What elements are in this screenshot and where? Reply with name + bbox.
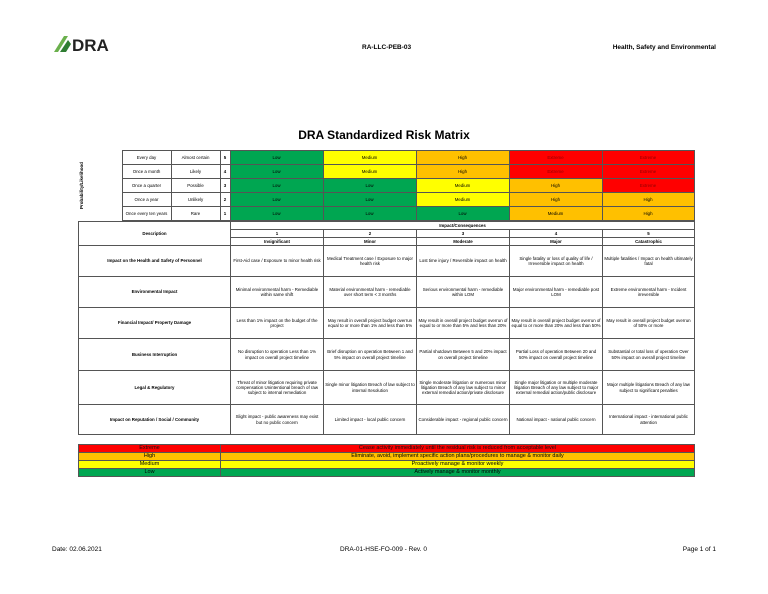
impact-description-cell: No disruption to operation Less than 1% impact on overall project timeline	[231, 339, 324, 371]
frequency-cell: Every day	[122, 151, 171, 165]
impact-level-number: 3	[417, 230, 510, 238]
risk-level-cell: Low	[230, 193, 323, 207]
impact-description-cell: International impact - international public attention	[603, 405, 695, 435]
impact-description-cell: Partial Loss of operation Between 20 and 50% impact on overall project timeline	[510, 339, 603, 371]
risk-level-cell: Low	[416, 207, 509, 221]
risk-level-cell: Extreme	[602, 151, 694, 165]
matrix-row	[78, 207, 694, 221]
impact-description-cell: Minimal environmental harm - Remediable within same shift	[231, 277, 324, 308]
risk-level-cell: Extreme	[509, 151, 602, 165]
impact-level-name: Moderate	[417, 238, 510, 246]
impact-description-cell: Considerable impact - regional public concern	[417, 405, 510, 435]
impact-level-name: Minor	[324, 238, 417, 246]
risk-level-cell: Low	[230, 151, 323, 165]
impact-description-cell: Substantial or total loss of operation Over 50% impact on overall project timeline	[603, 339, 695, 371]
risk-level-cell: Extreme	[602, 179, 694, 193]
footer-page-number: Page 1 of 1	[682, 546, 716, 553]
page-title: DRA Standardized Risk Matrix	[298, 128, 470, 142]
impact-table	[78, 221, 695, 435]
probability-label: Probability/Likelihood	[79, 161, 84, 209]
risk-legend	[78, 444, 695, 477]
risk-level-cell: Medium	[323, 151, 416, 165]
risk-level-cell: High	[602, 193, 694, 207]
risk-level-cell: Low	[230, 165, 323, 179]
legend-action: Proactively manage & monitor weekly	[221, 461, 695, 469]
impact-row	[79, 405, 695, 435]
impact-description-cell: National impact - national public concern	[510, 405, 603, 435]
impact-description-cell: May result in overall project budget overrun of equal to or more than 5% and less than 20%	[417, 308, 510, 339]
risk-level-cell: Extreme	[602, 165, 694, 179]
impact-category-label: Impact on Reputation / Social / Community	[79, 405, 231, 435]
impact-description-cell: Threat of minor litigation requiring private compensation Unintentional breach of raw subject to internal remediation	[231, 371, 324, 405]
impact-description-cell: Major environmental harm - remediable post LOM	[510, 277, 603, 308]
impact-category-label: Financial Impact/ Property Damage	[79, 308, 231, 339]
impact-row	[79, 339, 695, 371]
risk-level-cell: Low	[230, 179, 323, 193]
risk-level-cell: High	[509, 179, 602, 193]
risk-level-cell: Low	[323, 193, 416, 207]
legend-row	[79, 469, 695, 477]
impact-description-cell: Limited impact - local public concern	[324, 405, 417, 435]
likelihood-cell: Likely	[171, 165, 220, 179]
impact-row	[79, 308, 695, 339]
matrix-row	[78, 165, 694, 179]
impact-level-name: Major	[510, 238, 603, 246]
frequency-cell: Once a year	[122, 193, 171, 207]
likelihood-number: 4	[220, 165, 230, 179]
risk-level-cell: High	[416, 165, 509, 179]
impact-description-cell: Major multiple litigations Breach of any law subject to significant penalties	[603, 371, 695, 405]
impact-row	[79, 277, 695, 308]
impact-description-cell: Material environmental harm - remediable over short term < 3 months	[324, 277, 417, 308]
matrix-row	[78, 151, 694, 165]
impact-description-cell: Partial shutdown Between 5 and 20% impact on overall project timeline	[417, 339, 510, 371]
legend-action: Actively manage & monitor monthly	[221, 469, 695, 477]
likelihood-cell: Unlikely	[171, 193, 220, 207]
likelihood-cell: Rare	[171, 207, 220, 221]
impact-level-number: 1	[231, 230, 324, 238]
impact-description-cell: Single fatality or loss of quality of life / Irreversible impact on health	[510, 246, 603, 277]
legend-action: Cease activity immediately until the residual risk is reduced from acceptable level	[221, 445, 695, 453]
impact-level-number: 4	[510, 230, 603, 238]
impact-description-cell: Serious environmental harm - remediable within LOM	[417, 277, 510, 308]
legend-row	[79, 453, 695, 461]
impact-description-cell: Brief disruption on operation Between 1 and 5% impact on overall project timeline	[324, 339, 417, 371]
impact-description-cell: Less than 1% impact on the budget of the project	[231, 308, 324, 339]
impact-description-cell: Extreme environmental harm - Incident irreversible	[603, 277, 695, 308]
risk-level-cell: Low	[323, 179, 416, 193]
impact-description-cell: Single moderate litigation or numerous minor litigation Breach of any law subject to minor external remedial action/private disclosure	[417, 371, 510, 405]
frequency-cell: Once a quarter	[122, 179, 171, 193]
legend-level: Low	[79, 469, 221, 477]
impact-level-number: 5	[603, 230, 695, 238]
legend-level: High	[79, 453, 221, 461]
impact-level-name: Catastrophic	[603, 238, 695, 246]
risk-matrix	[78, 150, 695, 221]
impact-description-cell: May result in overall project budget overrun equal to or more than 1% and less than 5%	[324, 308, 417, 339]
likelihood-number: 2	[220, 193, 230, 207]
impact-description-cell: First-Aid case / Exposure to minor health risk	[231, 246, 324, 277]
impact-category-label: Business Interruption	[79, 339, 231, 371]
risk-level-cell: Extreme	[509, 165, 602, 179]
matrix-row	[78, 193, 694, 207]
impact-description-cell: May result in overall project budget overrun of 50% or more	[603, 308, 695, 339]
impact-row	[79, 371, 695, 405]
impact-description-cell: Single major litigation or multiple moderate litigation Breach of any law subject to major external remedial action/public disclosure	[510, 371, 603, 405]
matrix-row	[78, 179, 694, 193]
impact-category-label: Environmental Impact	[79, 277, 231, 308]
impact-category-label: Impact on the Health and Safety of Personnel	[79, 246, 231, 277]
likelihood-cell: Possible	[171, 179, 220, 193]
impact-section-header	[79, 222, 695, 230]
likelihood-cell: Almost certain	[171, 151, 220, 165]
document-code: RA-LLC-PEB-03	[362, 44, 412, 51]
footer-document-number: DRA-01-HSE-FO-009 - Rev. 0	[340, 546, 427, 553]
impact-description-cell: Multiple fatalities / Impact on health ultimately fatal	[603, 246, 695, 277]
risk-level-cell: High	[509, 193, 602, 207]
legend-level: Extreme	[79, 445, 221, 453]
legend-action: Eliminate, avoid, implement specific action plans/procedures to manage & monitor daily	[221, 453, 695, 461]
risk-level-cell: Low	[230, 207, 323, 221]
impact-level-name: Insignificant	[231, 238, 324, 246]
impact-description-cell: May result in overall project budget overrun of equal to or more than 20% and less than 50%	[510, 308, 603, 339]
logo-text: DRA	[72, 36, 109, 54]
description-header: Description	[79, 222, 231, 246]
risk-level-cell: Medium	[509, 207, 602, 221]
risk-level-cell: Medium	[416, 193, 509, 207]
impact-level-number: 2	[324, 230, 417, 238]
legend-level: Medium	[79, 461, 221, 469]
impact-description-cell: Medical Treatment case / Exposure to major health risk	[324, 246, 417, 277]
impact-description-cell: Lost time injury / Reversible impact on health	[417, 246, 510, 277]
frequency-cell: Once every ten years	[122, 207, 171, 221]
impact-description-cell: Slight impact - public awareness may exist but no public concern	[231, 405, 324, 435]
dra-logo	[54, 34, 114, 54]
impact-category-label: Legal & Regulatory	[79, 371, 231, 405]
legend-row	[79, 445, 695, 453]
risk-level-cell: High	[416, 151, 509, 165]
risk-level-cell: Medium	[416, 179, 509, 193]
risk-level-cell: Low	[323, 207, 416, 221]
probability-axis-label	[78, 151, 122, 221]
likelihood-number: 3	[220, 179, 230, 193]
risk-level-cell: High	[602, 207, 694, 221]
department-name: Health, Safety and Environmental	[612, 44, 716, 51]
impact-description-cell: Single minor litigation Breach of law subject to internal rtesolution	[324, 371, 417, 405]
legend-row	[79, 461, 695, 469]
frequency-cell: Once a month	[122, 165, 171, 179]
likelihood-number: 5	[220, 151, 230, 165]
impact-row	[79, 246, 695, 277]
likelihood-number: 1	[220, 207, 230, 221]
risk-level-cell: Medium	[323, 165, 416, 179]
impact-consequences-label: Impact/Consequences	[231, 222, 695, 230]
footer-date: Date: 02.06.2021	[52, 546, 102, 553]
